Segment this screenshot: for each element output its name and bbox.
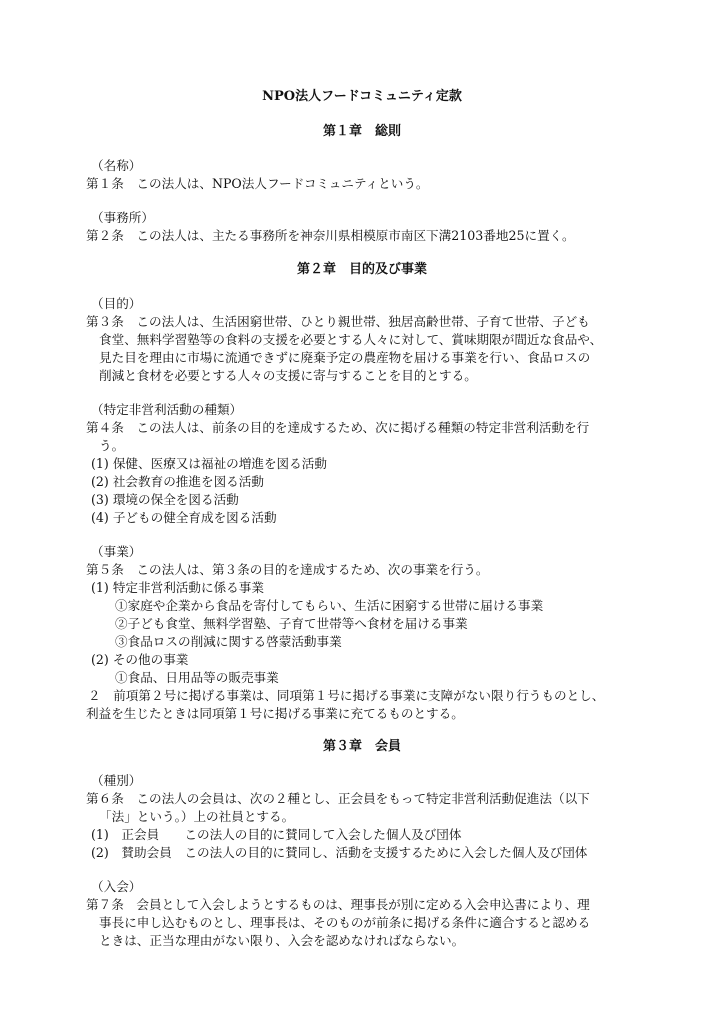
article-6-caption: （種別） [91,773,142,788]
article-1-text: 第１条 この法人は、NPO法人フードコミュニティという。 [86,176,429,191]
article-1-caption: （名称） [91,158,142,173]
article-5-item: (2) その他の事業 [91,652,189,667]
article-2-caption: （事務所） [91,210,154,225]
article-4-item: (4) 子どもの健全育成を図る活動 [91,510,277,525]
article-4-item: (3) 環境の保全を図る活動 [91,492,239,507]
article-4-line: う。 [99,438,125,453]
article-3-line: 削減と食材を必要とする人々の支援に寄与することを目的とする。 [99,368,477,383]
article-5-paragraph-2: 利益を生じたときは同項第１号に掲げる事業に充てるものとする。 [86,706,464,721]
article-4-item: (1) 保健、医療又は福祉の増進を図る活動 [91,456,327,471]
article-5-subitem: ③食品ロスの削減に関する啓蒙活動事業 [115,634,342,649]
article-3-line: 第３条 この法人は、生活困窮世帯、ひとり親世帯、独居高齢世帯、子育て世帯、子ども [86,314,590,329]
article-6-line: 「法」という。）上の社員とする。 [99,809,295,824]
article-6-line: 第６条 この法人の会員は、次の２種とし、正会員をもって特定非営利活動促進法（以下 [86,791,590,806]
article-5-caption: （事業） [91,544,142,559]
article-5-paragraph-2: ２ 前項第２号に掲げる事業は、同項第１号に掲げる事業に支障がない限り行うものとし、 [88,688,605,703]
article-4-line: 第４条 この法人は、前条の目的を達成するため、次に掲げる種類の特定非営利活動を行 [86,420,590,435]
article-6-item: (2) 賛助会員 この法人の目的に賛同し、活動を支援するために入会した個人及び団体 [91,845,588,860]
article-2-text: 第２条 この法人は、主たる事務所を神奈川県相模原市南区下溝2103番地25に置く。 [86,228,575,243]
article-6-item: (1) 正会員 この法人の目的に賛同して入会した個人及び団体 [91,827,462,842]
article-7-line: ときは、正当な理由がない限り、入会を認めなければならない。 [99,933,465,948]
article-3-line: 食堂、無料学習塾等の食料の支援を必要とする人々に対して、賞味期限が間近な食品や、 [99,332,603,347]
article-5-text: 第５条 この法人は、第３条の目的を達成するため、次の事業を行う。 [86,562,489,577]
article-5-item: (1) 特定非営利活動に係る事業 [91,580,264,595]
article-4-item: (2) 社会教育の推進を図る活動 [91,474,264,489]
document-title: NPO法人フードコミュニティ定款 [262,89,462,104]
article-3-line: 見た目を理由に市場に流通できずに廃棄予定の農産物を届ける事業を行い、食品ロスの [99,350,591,365]
article-7-line: 事長に申し込むものとし、理事長は、そのものが前条に掲げる条件に適合すると認める [99,915,591,930]
chapter-3-heading: 第３章 会員 [322,739,401,754]
chapter-2-heading: 第２章 目的及び事業 [296,262,427,277]
chapter-1-heading: 第１章 総則 [322,124,401,139]
article-7-line: 第７条 会員として入会しようとするものは、理事長が別に定める入会申込書により、理 [86,897,590,912]
article-3-caption: （目的） [91,296,142,311]
article-5-subitem: ②子ども食堂、無料学習塾、子育て世帯等へ食材を届ける事業 [115,616,468,631]
article-5-subitem: ①家庭や企業から食品を寄付してもらい、生活に困窮する世帯に届ける事業 [115,598,544,613]
article-5-subitem: ①食品、日用品等の販売事業 [115,670,279,685]
article-4-caption: （特定非営利活動の種類） [91,402,243,417]
article-7-caption: （入会） [91,879,142,894]
